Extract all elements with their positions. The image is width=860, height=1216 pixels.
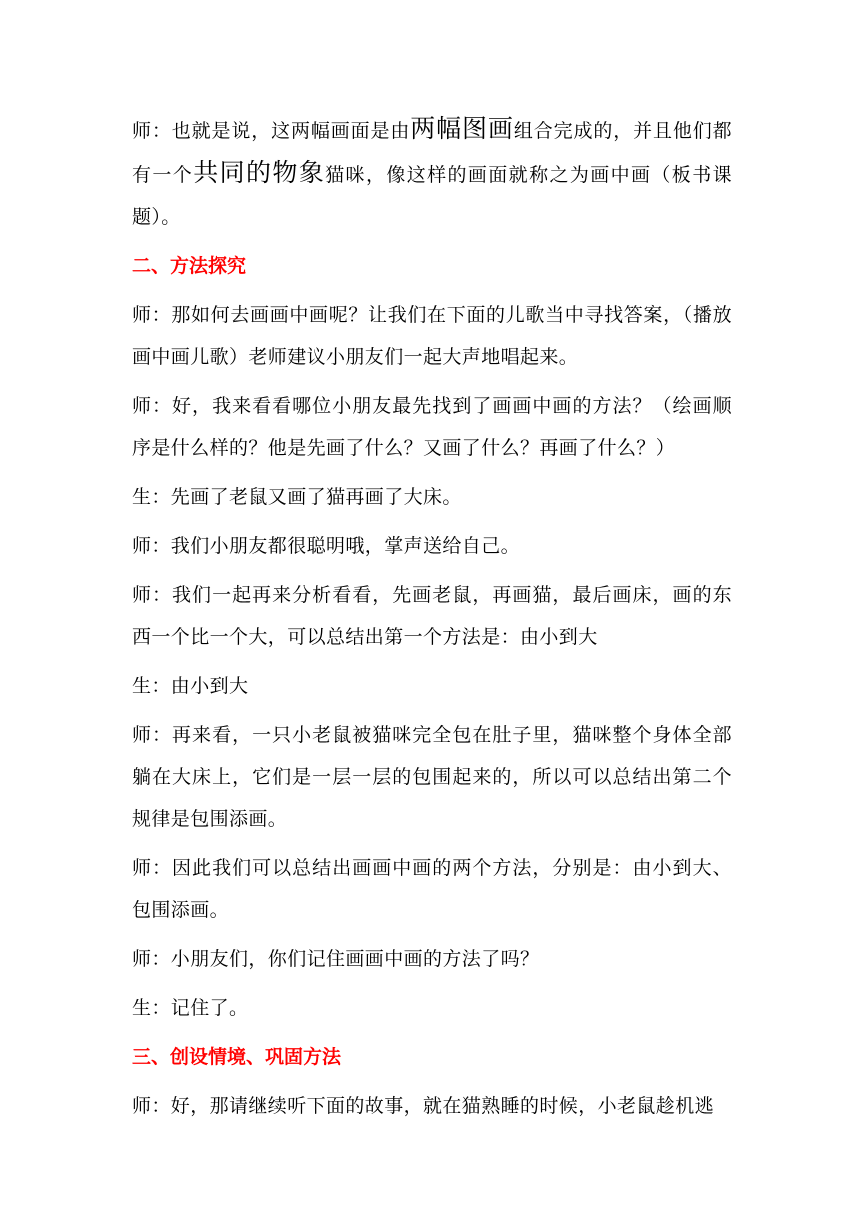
emphasis-text: 共同的物象 [193,158,326,187]
paragraph: 师：小朋友们，你们记住画画中画的方法了吗？ [132,948,540,970]
paragraph: 师：好，我来看看哪位小朋友最先找到了画画中画的方法？（绘画顺序是什么样的？他是先画了什么？又画了什么？再画了什么？） [132,395,732,459]
paragraph: 师：我们一起再来分析看看，先画老鼠，再画猫，最后画床，画的东西一个比一个大，可以总结出第一个方法是：由小到大 [132,584,732,648]
section-heading: 二、方法探究 [132,255,247,277]
document-body [132,108,732,1134]
text-segment: 猫咪，像这样的画面就称之为画中画（板书课题）。 [132,164,732,228]
paragraph: 师：因此我们可以总结出画画中画的两个方法，分别是：由小到大、包围添画。 [132,857,732,921]
emphasis-text: 两幅图画 [410,114,514,143]
paragraph: 师：再来看，一只小老鼠被猫咪完全包在肚子里，猫咪整个身体全部躺在大床上，它们是一层一层的包围起来的，所以可以总结出第二个规律是包围添画。 [132,724,732,830]
text-segment: 组合完成的，并且他们都有一个 [132,120,732,186]
paragraph: 生：记住了。 [132,997,249,1019]
paragraph: 生：先画了老鼠又画了猫再画了大床。 [132,486,462,508]
paragraph-intro [132,108,732,238]
text-segment: 师：也就是说，这两幅画面是由 [132,120,411,142]
paragraph: 师：好，那请继续听下面的故事，就在猫熟睡的时候，小老鼠趁机逃 [132,1095,715,1117]
paragraph: 师：我们小朋友都很聪明哦，掌声送给自己。 [132,535,521,557]
paragraph: 生：由小到大 [132,675,249,697]
paragraph: 师：那如何去画画中画呢？让我们在下面的儿歌当中寻找答案，（播放画中画儿歌）老师建议小朋友们一起大声地唱起来。 [132,304,732,368]
section-heading: 三、创设情境、巩固方法 [132,1046,342,1068]
